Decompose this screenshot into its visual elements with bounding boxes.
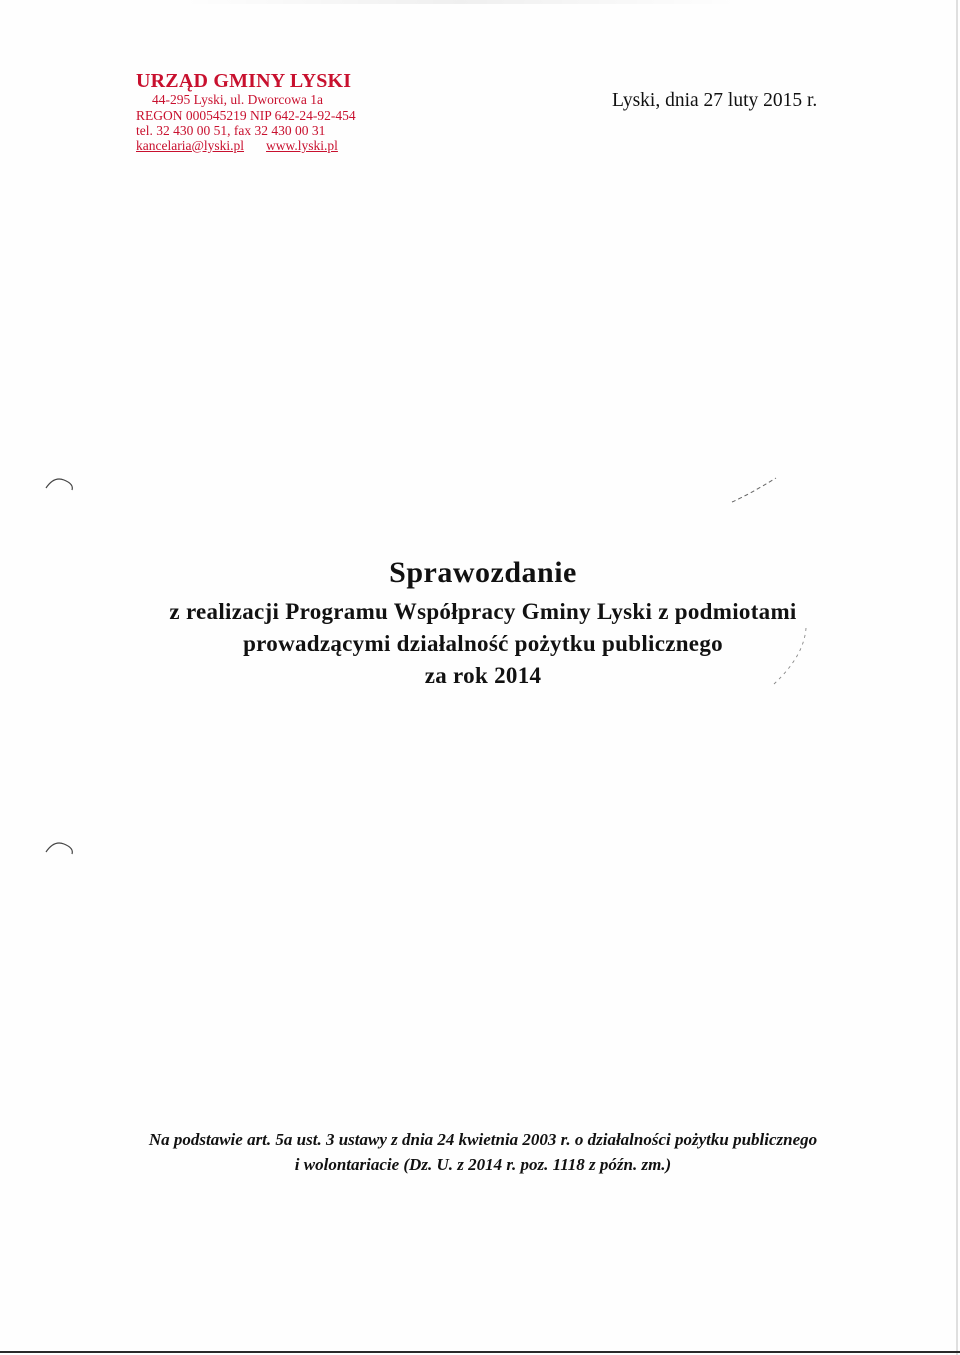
stamp-phones: tel. 32 430 00 51, fax 32 430 00 31 [136,122,326,138]
stamp-links [136,138,356,153]
pen-mark-left-lower [44,838,74,856]
stamp-email: kancelaria@lyski.pl [136,137,245,153]
document-subtitle-line-2: prowadzącymi działalność pożytku publicznego [243,631,723,656]
title-block [0,556,960,692]
pen-mark-right-upper [730,476,780,506]
document-subtitle-line-3: za rok 2014 [424,663,542,688]
pen-mark-left-upper [44,474,74,492]
document-title: Sprawozdanie [389,556,577,589]
legal-basis [0,1127,960,1177]
document-subtitle-line-1: z realizacji Programu Współpracy Gminy Lyski z podmiotami [169,599,797,624]
legal-basis-line-2: i wolontariacie (Dz. U. z 2014 r. poz. 1118 z późn. zm.) [294,1155,672,1174]
stamp-address: 44-295 Lyski, ul. Dworcowa 1a [152,92,323,108]
stamp-ids: REGON 000545219 NIP 642-24-92-454 [136,107,356,123]
legal-basis-line-1: Na podstawie art. 5a ust. 3 ustawy z dnia 24 kwietnia 2003 r. o działalności pożytku publicznego [148,1130,818,1149]
office-stamp [136,70,356,153]
scan-artifact-bottom-edge [0,1351,960,1353]
stamp-title: URZĄD GMINY LYSKI [136,70,352,92]
stamp-website: www.lyski.pl [266,137,338,153]
pen-mark-right-middle [770,626,810,686]
document-date: Lyski, dnia 27 luty 2015 r. [612,90,818,111]
scan-artifact-top [180,0,740,4]
